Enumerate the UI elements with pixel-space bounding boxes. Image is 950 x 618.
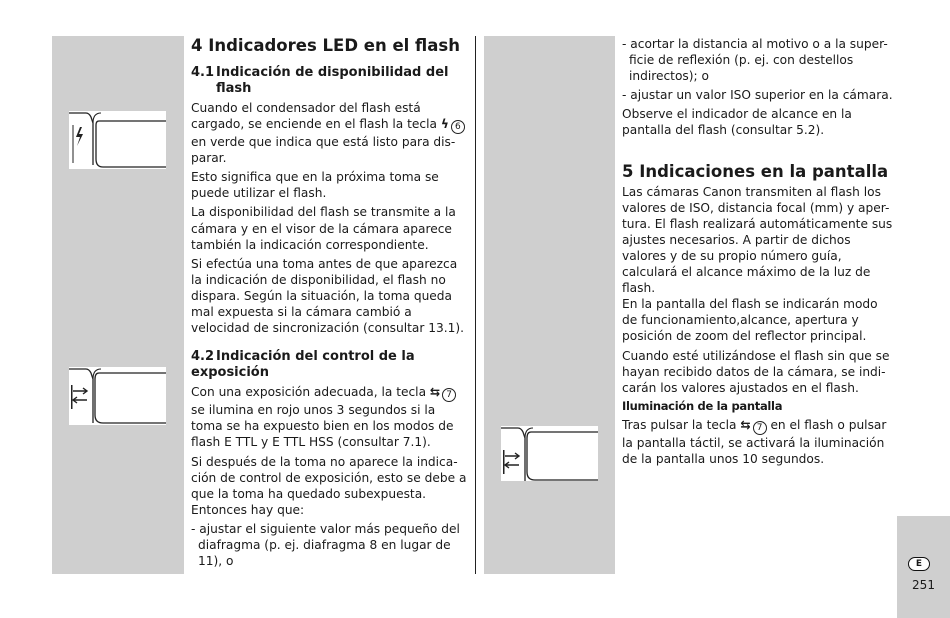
paragraph-5-d-text1: Tras pulsar la tecla <box>622 417 737 432</box>
flash-unit-exposure-icon <box>69 367 166 425</box>
paragraph-observe-range: Observe el indicador de alcance en la pantalla del flash (consultar 5.2). <box>622 107 852 138</box>
subheading-display-illumination: Iluminación de la pantalla <box>622 398 783 413</box>
paragraph-4-1-a <box>191 100 467 166</box>
subsection-4-1-title-line1: Indicación de disponibilidad del <box>216 65 449 80</box>
paragraph-4-2-b: Si después de la toma no aparece la indica-ción de control de exposición, esto se debe a que la toma ha quedado subexpuesta. Entonces hay que: <box>191 454 467 517</box>
paragraph-5-d <box>622 417 896 467</box>
column-divider <box>475 36 476 574</box>
right-text-column <box>622 36 896 470</box>
paragraph-4-1-c: La disponibilidad del flash se transmite a la cámara y en el visor de la cámara aparece también la indicación correspondiente. <box>191 205 456 252</box>
section-4-title: 4 Indicadores LED en el flash <box>191 36 460 55</box>
paragraph-4-2-a-text2: se ilumina en rojo unos 3 segundos si la toma se ha expuesto bien en los modos de flash E TTL y E TTL HSS (consultar 7.1). <box>191 403 454 450</box>
paragraph-5-a: Las cámaras Canon transmiten al flash los valores de ISO, distancia focal (mm) y aper-tura. El flash realizará automáticamente sus ajustes necesarios. A partir de dichos valores y de su propio número guía, calculará el alcance máximo de la luz de flash. <box>622 184 893 296</box>
display-illumination-key-illustration <box>501 426 598 481</box>
subsection-4-2-title <box>191 349 467 381</box>
bullet-iso: - ajustar un valor ISO superior en la cámara. <box>622 88 893 103</box>
exposure-key-icon: ⇆ <box>429 385 441 400</box>
bullet-distance: - acortar la distancia al motivo o a la super-ficie de reflexión (p. ej. con destellos indirectos); o <box>622 37 888 84</box>
subsection-4-2-title-text: Indicación del control de la exposición <box>191 349 415 381</box>
exposure-control-key-illustration <box>69 367 166 425</box>
key-number-6: 6 <box>451 120 465 134</box>
middle-margin-band <box>484 36 615 574</box>
illumination-key-icon: ⇆ <box>740 417 751 432</box>
lightning-key-icon: ϟ <box>440 117 449 132</box>
subsection-4-1-number: 4.1 <box>191 65 215 80</box>
flash-ready-key-illustration <box>69 111 166 169</box>
left-text-column <box>191 36 467 572</box>
page-number: 251 <box>912 578 935 592</box>
subsection-4-1-title-line2: flash <box>216 81 252 96</box>
key-number-7-b: 7 <box>753 421 767 435</box>
paragraph-5-b: En la pantalla del flash se indicarán modo de funcionamiento,alcance, apertura y posición de zoom del reflector principal. <box>622 297 878 344</box>
paragraph-4-2-a <box>191 384 467 450</box>
subsection-4-1-title <box>191 65 467 97</box>
paragraph-5-d-text2: en el flash o pulsar la pantalla táctil, se activará la iluminación de la pantalla unos 10 segundos. <box>622 417 887 466</box>
bullet-aperture: - ajustar el siguiente valor más pequeño del diafragma (p. ej. diafragma 8 en lugar de 11), o <box>191 521 460 569</box>
section-5-title: 5 Indicaciones en la pantalla <box>622 161 889 181</box>
key-number-7: 7 <box>442 388 456 402</box>
flash-unit-display-icon <box>501 426 598 481</box>
paragraph-4-2-a-text1: Con una exposición adecuada, la tecla <box>191 385 427 400</box>
paragraph-4-1-a-text1: Cuando el condensador del flash está cargado, se enciende en el flash la tecla <box>191 101 437 132</box>
paragraph-4-1-d: Si efectúa una toma antes de que aparezca la indicación de disponibilidad, el flash no dispara. Según la situación, la toma queda mal expuesta si la cámara cambió a velocidad de sincronización (consultar 13.1). <box>191 256 465 336</box>
language-badge: E <box>908 557 930 571</box>
paragraph-4-1-a-text2: en verde que indica que está listo para dis-parar. <box>191 135 456 166</box>
paragraph-4-1-b: Esto significa que en la próxima toma se puede utilizar el flash. <box>191 170 439 201</box>
subsection-4-2-number: 4.2 <box>191 349 215 365</box>
paragraph-5-c: Cuando esté utilizándose el flash sin que se hayan recibido datos de la cámara, se indi-carán los valores ajustados en el flash. <box>622 348 890 395</box>
flash-unit-lightning-icon <box>69 111 166 169</box>
